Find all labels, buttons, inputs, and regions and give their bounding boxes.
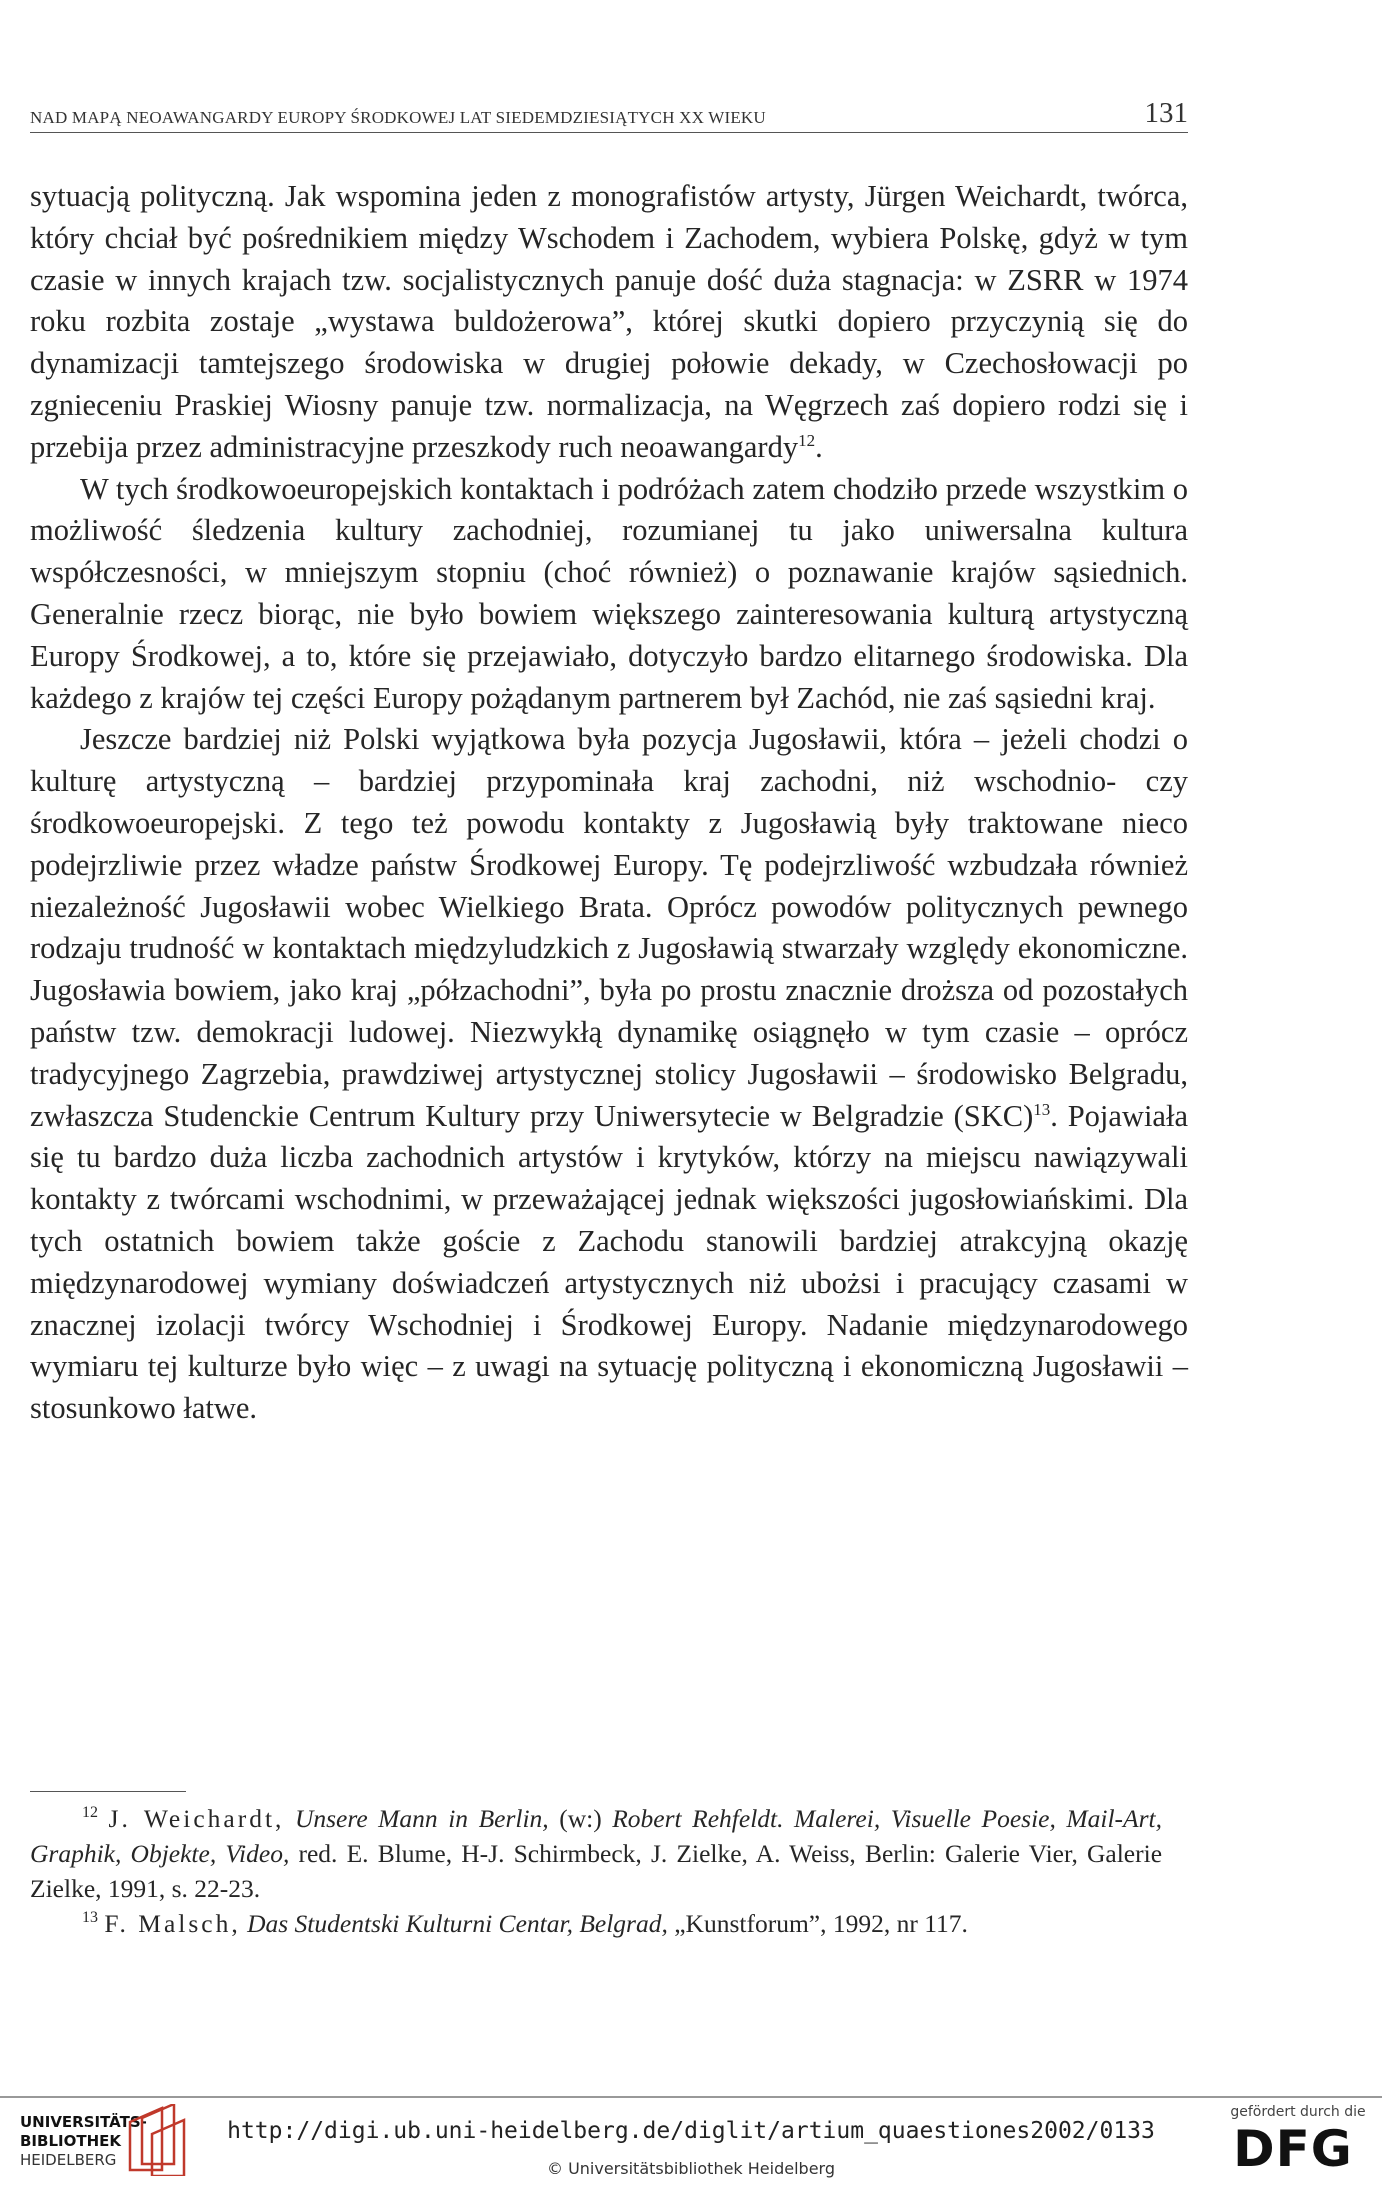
footnote-separator [30, 1791, 186, 1792]
footnote-ref-12[interactable]: 12 [798, 430, 816, 450]
footnote-number: 13 [82, 1909, 98, 1926]
funding-note: gefördert durch die [1230, 2104, 1366, 2120]
footnote-12 [30, 1801, 1162, 1906]
footnote-source: Robert Rehfeldt. Malerei, Visuelle Poesie, Mail-Art, Graphik, Objekte, Video, [30, 1804, 1162, 1868]
paragraph-1-text: sytuacją polityczną. Jak wspomina jeden z monografistów artysty, Jürgen Weichardt, twórca, który chciał być pośrednikiem między Wschodem i Zachodem, wybiera Polskę, gdyż w tym czasie w innych krajach tzw. socjalistycznych panuje dość duża stagnacja: w ZSRR w 1974 roku rozbita zostaje „wystawa buldożerowa”, której skutki dopiero przyczynią się do dynamizacji tamtejszego środowiska w drugiej połowie dekady, w Czechosłowacji po zgnieceniu Praskiej Wiosny panuje tzw. normalizacja, na Węgrzech zaś dopiero rodzi się i przebija przez administracyjne przeszkody ruch neoawangardy [30, 179, 1188, 464]
footnote-13 [30, 1906, 1162, 1941]
paragraph-3 [30, 719, 1188, 1430]
running-title: NAD MAPĄ NEOAWANGARDY EUROPY ŚRODKOWEJ LAT SIEDEMDZIESIĄTYCH XX WIEKU [30, 108, 766, 127]
library-name-line-1: UNIVERSITÄTS- [20, 2113, 147, 2131]
footnote-rest: red. E. Blume, H-J. Schirmbeck, J. Zielke, A. Weiss, Berlin: Galerie Vier, Galerie Zielke, 1991, s. 22-23. [30, 1839, 1163, 1903]
footnote-author: F. Malsch, [104, 1909, 241, 1938]
running-header [30, 96, 1188, 133]
page-number: 131 [1144, 97, 1188, 129]
paragraph-3-text: Jeszcze bardziej niż Polski wyjątkowa była pozycja Jugosławii, która – jeżeli chodzi o kulturę artystyczną – bardziej przypominała kraj zachodni, niż wschodnio- czy środkowoeuropejski. Z tego też powodu kontakty z Jugosławią były traktowane nieco podejrzliwie przez władze państw Środkowej Europy. Tę podejrzliwość wzbudzała również niezależność Jugosławii wobec Wielkiego Brata. Oprócz powodów politycznych pewnego rodzaju trudność w kontaktach międzyludzkich z Jugosławią stwarzały względy ekonomiczne. Jugosławia bowiem, jako kraj „półzachodni”, była po prostu znacznie droższa od pozostałych państw tzw. demokracji ludowej. Niezwykłą dynamikę osiągnęło w tym czasie – oprócz tradycyjnego Zagrzebia, prawdziwej artystycznej stolicy Jugosławii – środowisko Belgradu, zwłaszcza Studenckie Centrum Kultury przy Uniwersytecie w Belgradzie (SKC) [30, 722, 1188, 1133]
footnote-number: 12 [82, 1804, 98, 1821]
dfg-logo: DFG [1233, 2120, 1353, 2178]
paragraph-1-tail: . [815, 429, 823, 464]
banner-divider [0, 2096, 1382, 2098]
library-name-line-3: HEIDELBERG [20, 2151, 117, 2169]
footnote-title: Das Studentski Kulturni Centar, Belgrad, [247, 1909, 668, 1938]
paragraph-2: W tych środkowoeuropejskich kontaktach i podróżach zatem chodziło przede wszystkim o możliwość śledzenia kultury zachodniej, rozumianej tu jako uniwersalna kultura współczesności, w mniejszym stopniu (choć również) o poznawanie krajów sąsiednich. Generalnie rzecz biorąc, nie było bowiem większego zainteresowania kulturą artystyczną Europy Środkowej, a to, które się przejawiało, dotyczyło bardzo elitarnego środowiska. Dla każdego z krajów tej części Europy pożądanym partnerem był Zachód, nie zaś sąsiedni kraj. [30, 471, 1188, 715]
footnote-author: J. Weichardt, [108, 1804, 285, 1833]
body-text [30, 176, 1188, 1430]
source-url-link[interactable]: http://digi.ub.uni-heidelberg.de/diglit/artium_quaestiones2002/0133 [227, 2118, 1155, 2144]
footnote-rest: „Kunstforum”, 1992, nr 117. [674, 1909, 968, 1938]
paragraph-3-tail: . Pojawiała się tu bardzo duża liczba zachodnich artystów i krytyków, którzy na miejscu nawiązywali kontakty z twórcami wschodnimi, w przeważającej jednak większości jugosłowiańskimi. Dla tych ostatnich bowiem także goście z Zachodu stanowili bardziej atrakcyjną okazję międzynarodowej wymiany doświadczeń artystycznych niż ubożsi i pracujący czasami w znacznej izolacji twórcy Wschodniej i Środkowej Europy. Nadanie międzynarodowego wymiaru tej kulturze było więc – z uwagi na sytuację polityczną i ekonomiczną Jugosławii – stosunkowo łatwe. [30, 1098, 1188, 1426]
copyright-notice: © Universitätsbibliothek Heidelberg [546, 2159, 835, 2178]
footnote-mid: (w:) [559, 1804, 602, 1833]
footnote-ref-13[interactable]: 13 [1033, 1099, 1051, 1119]
footnotes [30, 1801, 1162, 1941]
paragraph-1 [30, 176, 1188, 469]
library-name-line-2: BIBLIOTHEK [20, 2132, 121, 2150]
footnote-title: Unsere Mann in Berlin, [294, 1804, 549, 1833]
